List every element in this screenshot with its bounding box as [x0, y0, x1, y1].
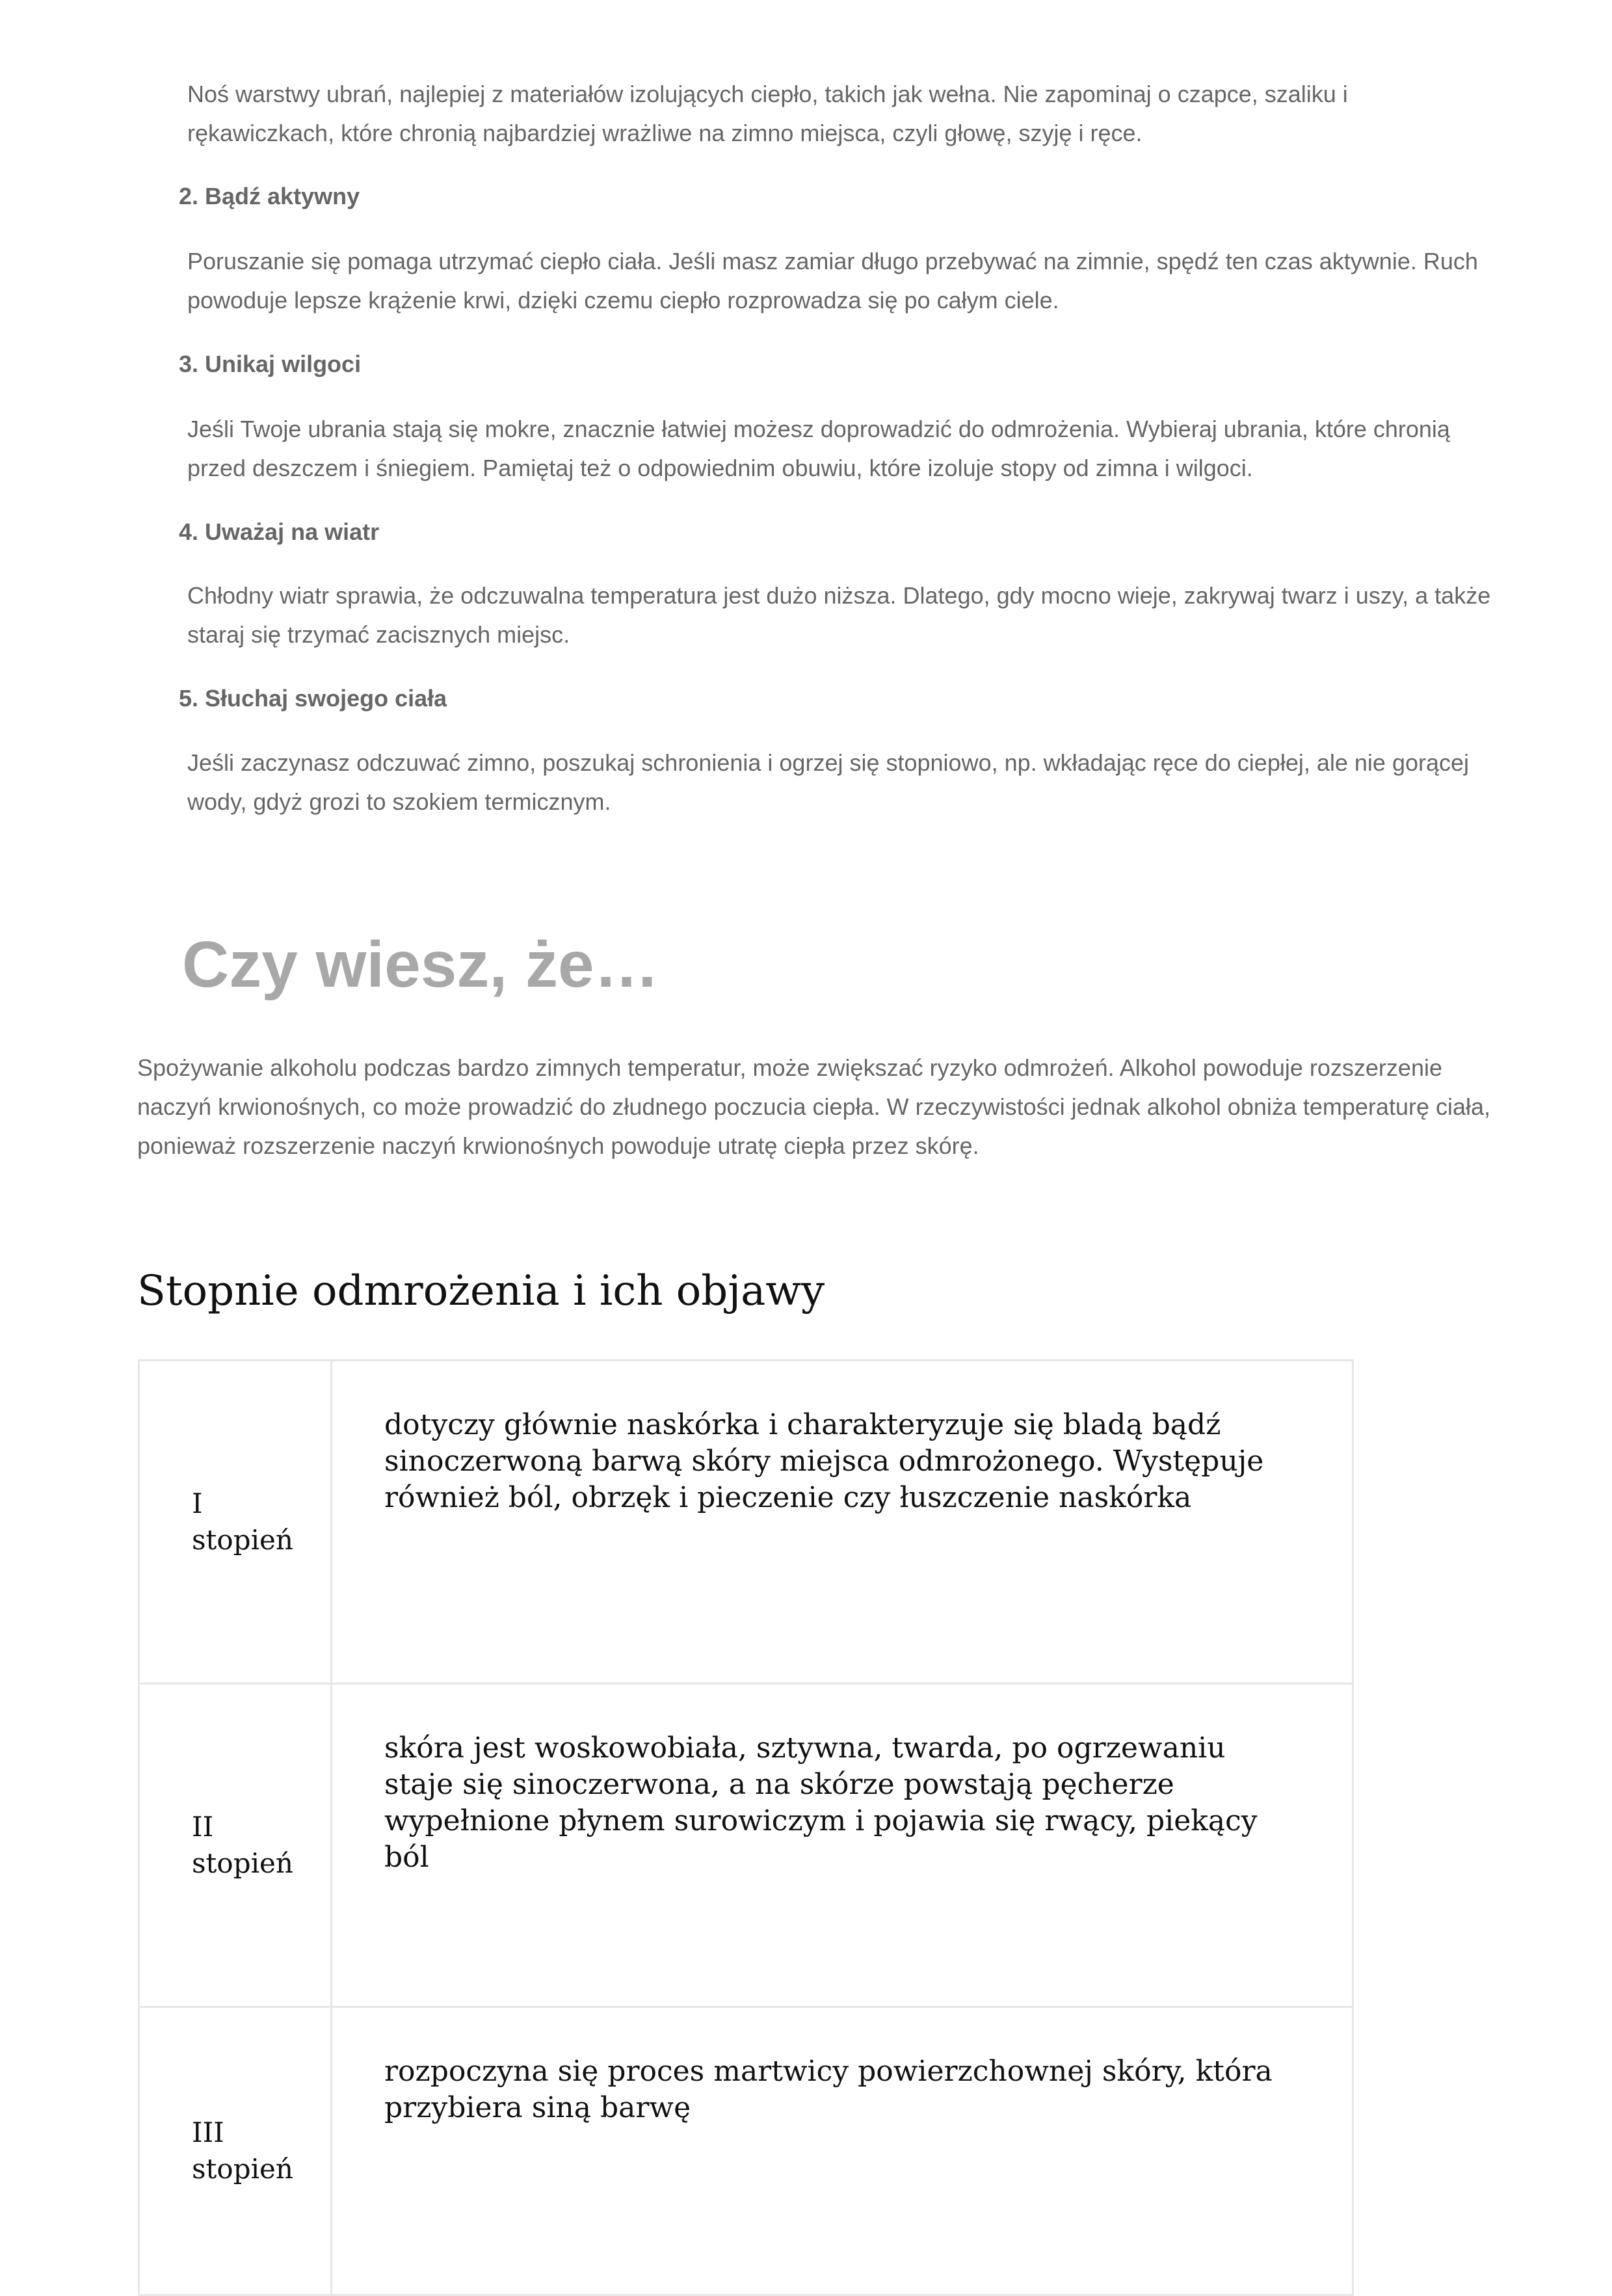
table-row — [139, 1684, 1353, 2007]
tip-heading-active: 2. Bądź aktywny — [179, 183, 360, 209]
tip-text-wind: Chłodny wiatr sprawia, że odczuwalna temperatura jest dużo niższa. Dlatego, gdy mocno wieje, zakrywaj twarz i uszy, a także staraj się trzymać zacisznych miejsc. — [187, 582, 1491, 648]
degree-label — [139, 1361, 332, 1684]
tip-text-active: Poruszanie się pomaga utrzymać ciepło ciała. Jeśli masz zamiar długo przebywać na zimnie, spędź ten czas aktywnie. Ruch powoduje lepsze krążenie krwi, dzięki czemu ciepło rozprowadza się po całym ciele. — [187, 248, 1478, 314]
tip-text-moisture: Jeśli Twoje ubrania stają się mokre, znacznie łatwiej możesz doprowadzić do odmrożenia. Wybieraj ubrania, które chronią przed deszczem i śniegiem. Pamiętaj też o odpowiednim obuwiu, które izoluje stopy od zimna i wilgoci. — [187, 416, 1450, 481]
degree-description: skóra jest woskowobiała, sztywna, twarda, po ogrzewaniu staje się sinoczerwona, a na skórze powstają pęcherze wypełnione płynem surowiczym i pojawia się rwący, piekący ból — [332, 1684, 1353, 2007]
tip-text-body: Jeśli zaczynasz odczuwać zimno, poszukaj schronienia i ogrzej się stopniowo, np. wkładając ręce do ciepłej, ale nie gorącej wody, gdyż grozi to szokiem termicznym. — [187, 749, 1470, 815]
degree-label — [139, 2007, 332, 2295]
tip-heading-moisture: 3. Unikaj wilgoci — [179, 351, 362, 377]
degree-description: dotyczy głównie naskórka i charakteryzuje się bladą bądź sinoczerwoną barwą skóry miejsca odmrożonego. Występuje również ból, obrzęk i pieczenie czy łuszczenie naskórka — [332, 1361, 1353, 1684]
degree-numeral: III — [192, 2116, 224, 2148]
did-you-know-text: Spożywanie alkoholu podczas bardzo zimnych temperatur, może zwiększać ryzyko odmrożeń. Alkohol powoduje rozszerzenie naczyń krwionośnych, co może prowadzić do złudnego poczucia ciepła. W rzeczywistości jednak alkohol obniża temperaturę ciała, ponieważ rozszerzenie naczyń krwionośnych powoduje utratę ciepła przez skórę. — [137, 1054, 1491, 1159]
table-row — [139, 1361, 1353, 1684]
degrees-table — [138, 1359, 1354, 2296]
degree-description: rozpoczyna się proces martwicy powierzchownej skóry, która przybiera siną barwę — [332, 2007, 1353, 2295]
degree-numeral: I — [192, 1488, 203, 1519]
degree-word: stopień — [192, 1524, 293, 1556]
degree-label — [139, 1684, 332, 2007]
intro-paragraph: Noś warstwy ubrań, najlepiej z materiałów izolujących ciepło, takich jak wełna. Nie zapominaj o czapce, szaliku i rękawiczkach, które chronią najbardziej wrażliwe na zimno miejsca, czyli głowę, szyję i ręce. — [187, 81, 1348, 146]
tip-heading-body: 5. Słuchaj swojego ciała — [179, 685, 447, 712]
did-you-know-heading: Czy wiesz, że… — [182, 928, 659, 1001]
degree-numeral: II — [192, 1811, 214, 1843]
table-row — [139, 2007, 1353, 2295]
degrees-section-title: Stopnie odmrożenia i ich objawy — [137, 1267, 825, 1315]
tip-heading-wind: 4. Uważaj na wiatr — [179, 518, 380, 545]
degree-word: stopień — [192, 2153, 293, 2185]
degree-word: stopień — [192, 1847, 293, 1879]
